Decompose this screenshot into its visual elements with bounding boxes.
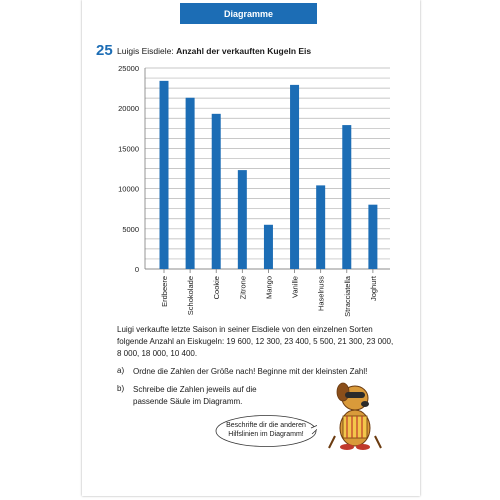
speech-bubble-line-2: Hilfslinien im Diagramm! [228, 431, 304, 438]
y-tick-label: 15000 [118, 144, 139, 154]
item-b-letter: b) [117, 384, 125, 393]
item-b-text-line-1: Schreibe die Zahlen jeweils auf die [133, 385, 257, 394]
y-tick-label: 25000 [118, 64, 139, 73]
speech-bubble-text [215, 421, 317, 439]
bar-joghurt [368, 205, 377, 269]
task-title-bold: Anzahl der verkauften Kugeln Eis [176, 46, 312, 56]
bar-haselnuss [316, 185, 325, 269]
x-tick-label: Erdbeere [160, 276, 169, 307]
bar-stracciatella [342, 125, 351, 269]
y-tick-label: 0 [134, 265, 139, 274]
y-tick-label: 20000 [118, 104, 139, 114]
speech-bubble-line-1: Beschrifte dir die anderen [226, 422, 306, 429]
item-b-text-line-2: passende Säule im Diagramm. [133, 397, 243, 406]
bar-erdbeere [160, 81, 169, 269]
section-header [180, 3, 317, 24]
section-title: Diagramme [223, 8, 274, 19]
intro-line-1: Luigi verkaufte letzte Saison in seiner Eisdiele von den einzelnen Sorten [117, 325, 373, 334]
x-tick-label: Schokolade [186, 276, 196, 316]
x-tick-label: Joghurt [368, 276, 378, 302]
x-tick-label: Vanille [290, 276, 300, 298]
task-title-prefix: Luigis Eisdiele: [117, 46, 177, 56]
x-tick-label: Cookie [212, 276, 222, 300]
intro-line-2: folgende Anzahl an Eiskugeln: 19 600, 12 300, 23 400, 5 500, 21 300, 23 000, [117, 337, 394, 346]
y-tick-label: 10000 [118, 184, 139, 194]
bar-mango [264, 225, 273, 269]
task-number: 25 [96, 42, 113, 59]
bar-vanille [290, 85, 299, 269]
item-a-text: Ordne die Zahlen der Größe nach! Beginne mit der kleinsten Zahl! [133, 367, 368, 376]
dog-mascot-icon [325, 378, 385, 450]
bar-zitrone [238, 170, 247, 269]
x-tick-label: Mango [264, 276, 274, 299]
task-title [117, 46, 311, 56]
item-a-letter: a) [117, 366, 125, 375]
y-tick-label: 5000 [122, 224, 139, 234]
bar-schokolade [186, 98, 195, 269]
intro-line-3: 8 000, 18 000, 10 400. [117, 349, 198, 358]
bar-chart [110, 60, 400, 325]
x-tick-label: Stracciatella [342, 276, 352, 317]
x-tick-label: Haselnuss [316, 276, 326, 312]
x-tick-label: Zitrone [238, 276, 248, 300]
bar-cookie [212, 114, 221, 269]
